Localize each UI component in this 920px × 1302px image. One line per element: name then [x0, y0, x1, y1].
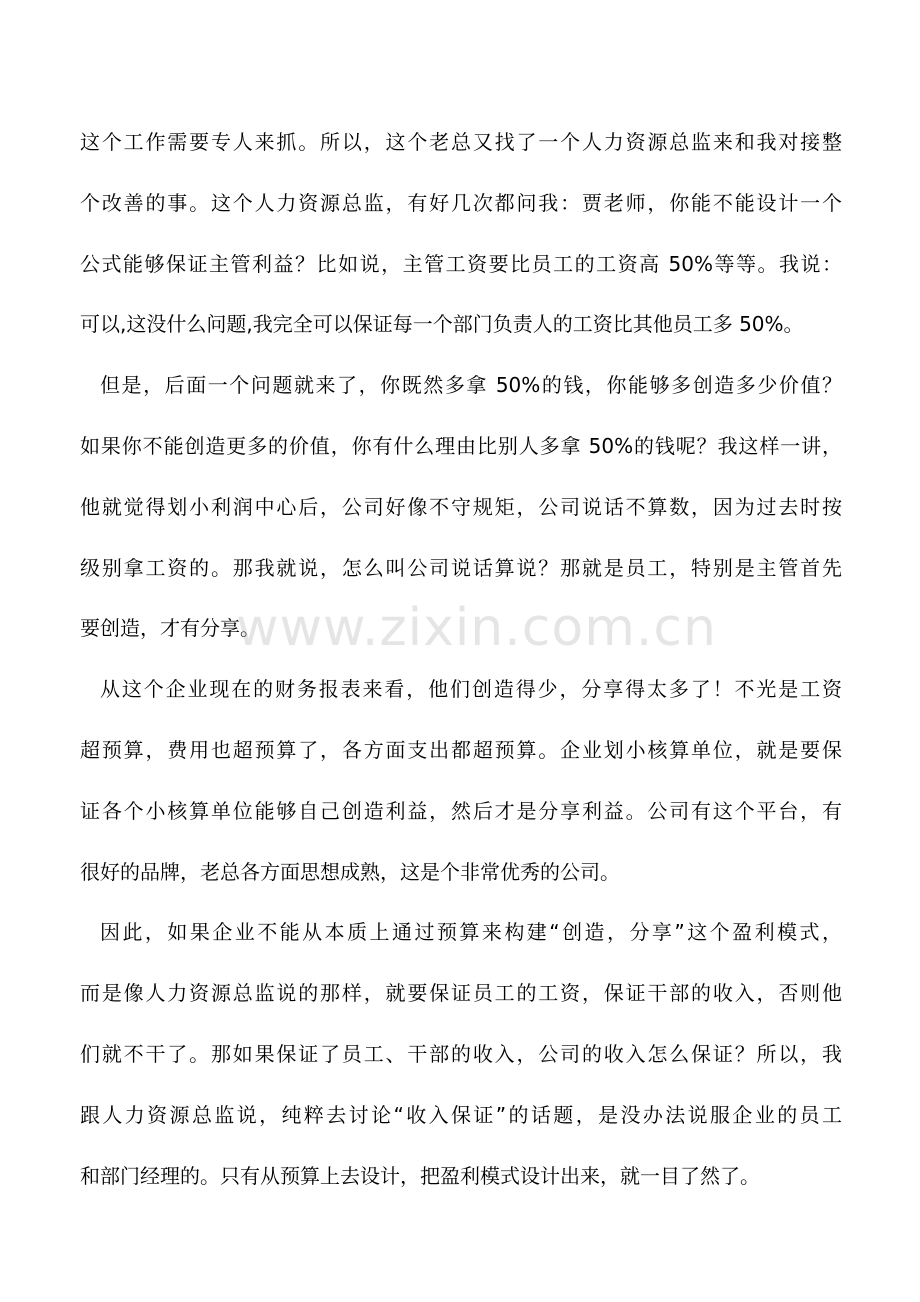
text-line: 如果你不能创造更多的价值，你有什么理由比别人多拿 50%的钱呢？我这样一讲，	[80, 433, 842, 458]
text-line: 要创造，才有分享。	[80, 616, 260, 641]
text-line: 证各个小核算单位能够自己创造利益，然后才是分享利益。公司有这个平台，有	[80, 798, 842, 823]
text-line: 跟人力资源总监说，纯粹去讨论“收入保证”的话题，是没办法说服企业的员工	[80, 1102, 842, 1127]
text-line: 而是像人力资源总监说的那样，就要保证员工的工资，保证干部的收入，否则他	[80, 981, 842, 1006]
text-line: 可以,这没什么问题,我完全可以保证每一个部门负责人的工资比其他员工多 50%。	[80, 312, 804, 337]
text-line: 但是，后面一个问题就来了，你既然多拿 50%的钱，你能够多创造多少价值？	[100, 373, 842, 398]
text-line: 们就不干了。那如果保证了员工、干部的收入，公司的收入怎么保证？所以，我	[80, 1041, 842, 1066]
text-line: 从这个企业现在的财务报表来看，他们创造得少，分享得太多了！不光是工资	[100, 677, 842, 702]
text-line: 公式能够保证主管利益？比如说，主管工资要比员工的工资高 50%等等。我说：	[80, 251, 842, 276]
text-line: 个改善的事。这个人力资源总监，有好几次都问我：贾老师，你能不能设计一个	[80, 190, 842, 215]
text-line: 因此，如果企业不能从本质上通过预算来构建“创造，分享”这个盈利模式，	[100, 920, 842, 945]
text-line: 超预算，费用也超预算了，各方面支出都超预算。企业划小核算单位，就是要保	[80, 737, 842, 762]
text-line: 这个工作需要专人来抓。所以，这个老总又找了一个人力资源总监来和我对接整	[80, 130, 842, 154]
text-line: 很好的品牌，老总各方面思想成熟，这是个非常优秀的公司。	[80, 859, 620, 884]
watermark-text: www.zixin.com.cn	[236, 598, 717, 658]
text-line: 他就觉得划小利润中心后，公司好像不守规矩，公司说话不算数，因为过去时按	[80, 494, 842, 519]
text-line: 级别拿工资的。那我就说，怎么叫公司说话算说？那就是员工，特别是主管首先	[80, 555, 842, 580]
text-line: 和部门经理的。只有从预算上去设计，把盈利模式设计出来，就一目了然了。	[80, 1163, 760, 1188]
body-text	[80, 120, 842, 1214]
